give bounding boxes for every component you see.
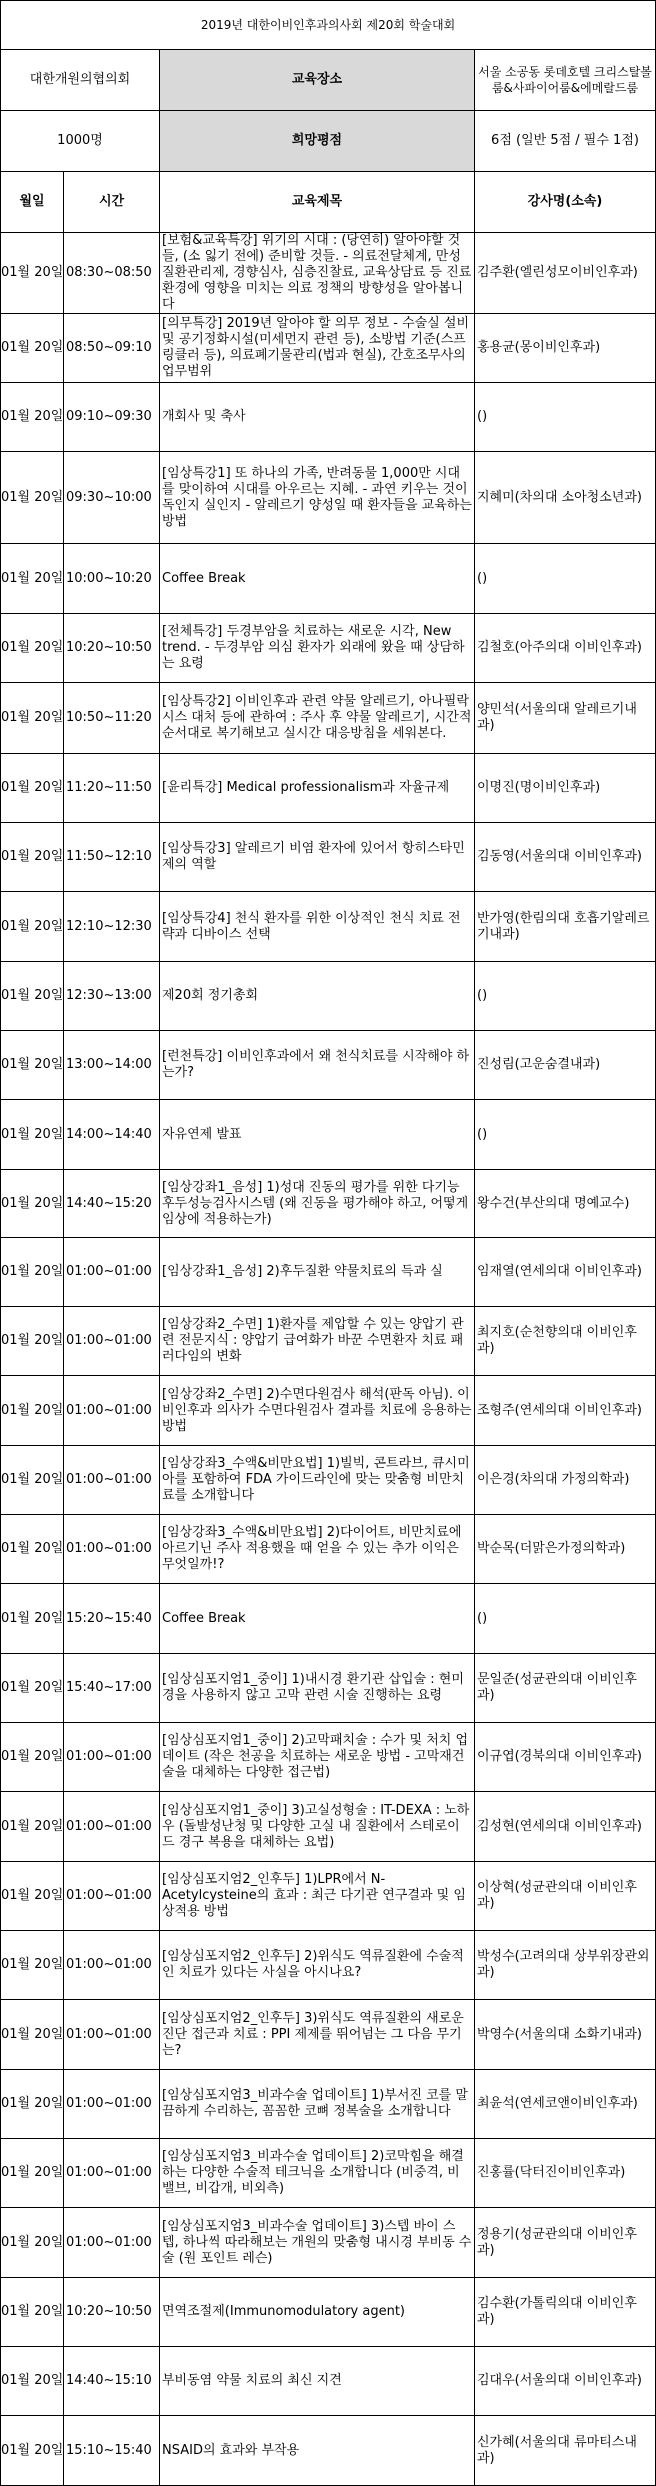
session-date: 01월 20일: [1, 1170, 64, 1238]
session-time: 01:00~01:00: [64, 2000, 160, 2070]
session-date: 01월 20일: [1, 1446, 64, 1515]
session-time: 09:30~10:00: [64, 452, 160, 544]
session-topic: [임상심포지엄1_중이] 3)고실성형술 : IT-DEXA : 노하우 (돌발성난청 및 다양한 고실 내 질환에서 스테로이드 경구 복용을 대체하는 요법): [160, 1792, 475, 1862]
session-date: 01월 20일: [1, 683, 64, 754]
session-speaker: (): [475, 383, 656, 452]
table-row: [1, 1376, 656, 1446]
session-time: 01:00~01:00: [64, 2139, 160, 2208]
header-topic: 교육제목: [160, 172, 475, 233]
session-date: 01월 20일: [1, 1238, 64, 1307]
session-topic: 자유연제 발표: [160, 1100, 475, 1170]
session-topic: 제20회 정기총회: [160, 962, 475, 1031]
session-date: 01월 20일: [1, 1654, 64, 1723]
session-time: 11:20~11:50: [64, 754, 160, 823]
session-topic: [임상심포지엄2_인후두] 1)LPR에서 N-Acetylcysteine의 효과 : 최근 다기관 연구결과 및 임상적용 방법: [160, 1862, 475, 1931]
session-time: 10:50~11:20: [64, 683, 160, 754]
header-date: 월일: [1, 172, 64, 233]
session-time: 15:20~15:40: [64, 1584, 160, 1654]
session-time: 14:00~14:40: [64, 1100, 160, 1170]
session-speaker: 박영수(서울의대 소화기내과): [475, 2000, 656, 2070]
attendance: 1000명: [1, 111, 160, 172]
venue-value: 서울 소공동 롯데호텔 크리스탈볼룸&사파이어룸&에메랄드룸: [475, 50, 656, 111]
session-time: 12:30~13:00: [64, 962, 160, 1031]
session-time: 13:00~14:00: [64, 1031, 160, 1100]
session-date: 01월 20일: [1, 544, 64, 614]
session-topic: [의무특강] 2019년 알아야 할 의무 정보 - 수술실 설비 및 공기정화시설(미세먼지 관련 등), 소방법 기준(스프링클러 등), 의료폐기물관리(법과 현실), 간호조무사의 업무범위: [160, 314, 475, 383]
session-date: 01월 20일: [1, 1307, 64, 1376]
table-row: [1, 1723, 656, 1792]
session-time: 10:20~10:50: [64, 614, 160, 683]
session-time: 10:20~10:50: [64, 2278, 160, 2347]
session-time: 08:50~09:10: [64, 314, 160, 383]
header-speaker: 강사명(소속): [475, 172, 656, 233]
table-row: [1, 1170, 656, 1238]
table-row: [1, 1792, 656, 1862]
session-time: 08:30~08:50: [64, 233, 160, 314]
session-time: 01:00~01:00: [64, 1307, 160, 1376]
session-topic: [임상심포지엄3_비과수술 업데이트] 1)부서진 코를 말끔하게 수리하는, 꼼꼼한 코뼈 정복술을 소개합니다: [160, 2070, 475, 2139]
session-speaker: 김주환(엘린성모이비인후과): [475, 233, 656, 314]
session-time: 01:00~01:00: [64, 1515, 160, 1584]
session-speaker: 김수환(가톨릭의대 이비인후과): [475, 2278, 656, 2347]
session-topic: [임상특강2] 이비인후과 관련 약물 알레르기, 아나필락시스 대처 등에 관하여 : 주사 후 약물 알레르기, 시간적 순서대로 복기해보고 실시간 대응방침을 세워본다.: [160, 683, 475, 754]
session-date: 01월 20일: [1, 754, 64, 823]
session-date: 01월 20일: [1, 1723, 64, 1792]
session-speaker: 양민석(서울의대 알레르기내과): [475, 683, 656, 754]
session-time: 01:00~01:00: [64, 1862, 160, 1931]
session-time: 01:00~01:00: [64, 2208, 160, 2278]
table-row: [1, 1100, 656, 1170]
table-row: [1, 452, 656, 544]
session-date: 01월 20일: [1, 962, 64, 1031]
session-speaker: 왕수건(부산의대 명예교수): [475, 1170, 656, 1238]
session-date: 01월 20일: [1, 823, 64, 892]
session-date: 01월 20일: [1, 452, 64, 544]
session-speaker: 김성현(연세의대 이비인후과): [475, 1792, 656, 1862]
table-row: [1, 1654, 656, 1723]
venue-label: 교육장소: [160, 50, 475, 111]
session-topic: [전체특강] 두경부암을 치료하는 새로운 시각, New trend. - 두경부암 의심 환자가 외래에 왔을 때 상담하는 요령: [160, 614, 475, 683]
title-row: [1, 1, 656, 50]
session-time: 09:10~09:30: [64, 383, 160, 452]
session-topic: [임상특강3] 알레르기 비염 환자에 있어서 항히스타민제의 역할: [160, 823, 475, 892]
table-row: [1, 1862, 656, 1931]
session-speaker: 진성림(고운숨결내과): [475, 1031, 656, 1100]
session-date: 01월 20일: [1, 1584, 64, 1654]
session-date: 01월 20일: [1, 1515, 64, 1584]
session-speaker: 이은경(차의대 가정의학과): [475, 1446, 656, 1515]
session-topic: [임상심포지엄3_비과수술 업데이트] 2)코막힘을 해결하는 다양한 수술적 테크닉을 소개합니다 (비중격, 비밸브, 비갑개, 비외측): [160, 2139, 475, 2208]
session-speaker: 반가영(한림의대 호흡기알레르기내과): [475, 892, 656, 962]
session-date: 01월 20일: [1, 1100, 64, 1170]
session-topic: [임상심포지엄1_중이] 2)고막패치술 : 수가 및 처치 업데이트 (작은 천공을 치료하는 새로운 방법 - 고막재건술을 대체하는 다양한 접근법): [160, 1723, 475, 1792]
session-date: 01월 20일: [1, 1376, 64, 1446]
session-date: 01월 20일: [1, 2139, 64, 2208]
session-topic: [윤리특강] Medical professionalism과 자율규제: [160, 754, 475, 823]
session-speaker: 신가혜(서울의대 류마티스내과): [475, 2416, 656, 2486]
credit-row: [1, 111, 656, 172]
table-row: [1, 544, 656, 614]
session-speaker: 임재열(연세의대 이비인후과): [475, 1238, 656, 1307]
session-topic: 개회사 및 축사: [160, 383, 475, 452]
session-speaker: 진홍률(닥터진이비인후과): [475, 2139, 656, 2208]
session-time: 15:10~15:40: [64, 2416, 160, 2486]
table-row: [1, 2070, 656, 2139]
session-date: 01월 20일: [1, 1031, 64, 1100]
page-title: 2019년 대한이비인후과의사회 제20회 학술대회: [1, 1, 656, 50]
session-topic: [임상심포지엄2_인후두] 3)위식도 역류질환의 새로운 진단 접근과 치료 : PPI 제제를 뛰어넘는 그 다음 무기는?: [160, 2000, 475, 2070]
session-topic: [보험&교육특강] 위기의 시대 : (당연히) 알아야할 것들, (소 잃기 전에) 준비할 것들. - 의료전달체계, 만성질환관리제, 경향심사, 심층진찰료, 교육상담료 등 진료 환경에 영향을 미치는 의료 정책의 방향성을 알아봅니다: [160, 233, 475, 314]
session-time: 01:00~01:00: [64, 1376, 160, 1446]
table-row: [1, 2347, 656, 2416]
session-date: 01월 20일: [1, 2416, 64, 2486]
session-time: 12:10~12:30: [64, 892, 160, 962]
session-date: 01월 20일: [1, 2278, 64, 2347]
session-speaker: 이명진(명이비인후과): [475, 754, 656, 823]
session-topic: 부비동염 약물 치료의 최신 지견: [160, 2347, 475, 2416]
table-row: [1, 683, 656, 754]
session-speaker: 조형주(연세의대 이비인후과): [475, 1376, 656, 1446]
session-topic: [임상강좌2_수면] 2)수면다원검사 해석(판독 아님). 이비인후과 의사가 수면다원검사 결과를 치료에 응용하는 방법: [160, 1376, 475, 1446]
session-topic: [임상특강1] 또 하나의 가족, 반려동물 1,000만 시대를 맞이하여 시대를 아우르는 지혜. - 과연 키우는 것이 독인지 실인지 - 알레르기 양성일 때 환자들을 교육하는 방법: [160, 452, 475, 544]
session-topic: [임상특강4] 천식 환자를 위한 이상적인 천식 치료 전략과 디바이스 선택: [160, 892, 475, 962]
organizer: 대한개원의협의회: [1, 50, 160, 111]
table-row: [1, 614, 656, 683]
session-time: 10:00~10:20: [64, 544, 160, 614]
session-time: 01:00~01:00: [64, 1238, 160, 1307]
session-speaker: 문일준(성균관의대 이비인후과): [475, 1654, 656, 1723]
session-date: 01월 20일: [1, 1792, 64, 1862]
session-time: 01:00~01:00: [64, 1446, 160, 1515]
session-speaker: 최윤석(연세코앤이비인후과): [475, 2070, 656, 2139]
session-speaker: 박순목(더맑은가정의학과): [475, 1515, 656, 1584]
table-row: [1, 233, 656, 314]
session-time: 14:40~15:10: [64, 2347, 160, 2416]
session-speaker: 홍용균(몽이비인후과): [475, 314, 656, 383]
table-row: [1, 2000, 656, 2070]
session-topic: [임상심포지엄1_중이] 1)내시경 환기관 삽입술 : 현미경을 사용하지 않고 고막 관련 시술 진행하는 요령: [160, 1654, 475, 1723]
session-date: 01월 20일: [1, 2208, 64, 2278]
session-speaker: (): [475, 1584, 656, 1654]
table-row: [1, 962, 656, 1031]
session-time: 01:00~01:00: [64, 1792, 160, 1862]
session-date: 01월 20일: [1, 383, 64, 452]
session-date: 01월 20일: [1, 614, 64, 683]
session-date: 01월 20일: [1, 1931, 64, 2000]
credit-label: 희망평점: [160, 111, 475, 172]
table-header-row: [1, 172, 656, 233]
table-row: [1, 1584, 656, 1654]
session-speaker: 김철호(아주의대 이비인후과): [475, 614, 656, 683]
session-speaker: 이상혁(성균관의대 이비인후과): [475, 1862, 656, 1931]
table-row: [1, 754, 656, 823]
session-date: 01월 20일: [1, 2000, 64, 2070]
session-date: 01월 20일: [1, 233, 64, 314]
header-time: 시간: [64, 172, 160, 233]
session-date: 01월 20일: [1, 2347, 64, 2416]
session-speaker: 김동영(서울의대 이비인후과): [475, 823, 656, 892]
venue-row: [1, 50, 656, 111]
session-speaker: (): [475, 1100, 656, 1170]
session-topic: [임상강좌1_음성] 1)성대 진동의 평가를 위한 다기능 후두성능검사시스템 (왜 진동을 평가해야 하고, 어떻게 임상에 적용하는가): [160, 1170, 475, 1238]
session-topic: [런천특강] 이비인후과에서 왜 천식치료를 시작해야 하는가?: [160, 1031, 475, 1100]
session-time: 11:50~12:10: [64, 823, 160, 892]
session-time: 01:00~01:00: [64, 1931, 160, 2000]
table-row: [1, 2208, 656, 2278]
session-speaker: 이규엽(경북의대 이비인후과): [475, 1723, 656, 1792]
session-time: 15:40~17:00: [64, 1654, 160, 1723]
session-speaker: 박성수(고려의대 상부위장관외과): [475, 1931, 656, 2000]
session-speaker: 지혜미(차의대 소아청소년과): [475, 452, 656, 544]
table-row: [1, 1238, 656, 1307]
table-row: [1, 1307, 656, 1376]
table-row: [1, 2278, 656, 2347]
session-topic: 면역조절제(Immunomodulatory agent): [160, 2278, 475, 2347]
table-row: [1, 1031, 656, 1100]
session-topic: [임상강좌2_수면] 1)환자를 제압할 수 있는 양압기 관련 전문지식 : 양압기 급여화가 바꾼 수면환자 치료 패러다임의 변화: [160, 1307, 475, 1376]
session-topic: [임상강좌3_수액&비만요법] 2)다이어트, 비만치료에 아르기닌 주사 적용했을 때 얻을 수 있는 추가 이익은 무엇일까!?: [160, 1515, 475, 1584]
session-date: 01월 20일: [1, 1862, 64, 1931]
credit-value: 6점 (일반 5점 / 필수 1점): [475, 111, 656, 172]
session-date: 01월 20일: [1, 314, 64, 383]
table-row: [1, 314, 656, 383]
session-topic: [임상강좌3_수액&비만요법] 1)빌빅, 콘트라브, 큐시미아를 포함하여 FDA 가이드라인에 맞는 맞춤형 비만치료를 소개합니다: [160, 1446, 475, 1515]
session-time: 01:00~01:00: [64, 1723, 160, 1792]
session-speaker: 정용기(성균관의대 이비인후과): [475, 2208, 656, 2278]
session-date: 01월 20일: [1, 892, 64, 962]
session-speaker: 최지호(순천향의대 이비인후과): [475, 1307, 656, 1376]
table-row: [1, 823, 656, 892]
session-time: 01:00~01:00: [64, 2070, 160, 2139]
table-row: [1, 2416, 656, 2486]
table-row: [1, 892, 656, 962]
session-topic: [임상심포지엄3_비과수술 업데이트] 3)스텝 바이 스텝, 하나씩 따라해보는 개원의 맞춤형 내시경 부비동 수술 (원 포인트 레슨): [160, 2208, 475, 2278]
session-topic: NSAID의 효과와 부작용: [160, 2416, 475, 2486]
session-topic: [임상심포지엄2_인후두] 2)위식도 역류질환에 수술적인 치료가 있다는 사실을 아시나요?: [160, 1931, 475, 2000]
session-speaker: 김대우(서울의대 이비인후과): [475, 2347, 656, 2416]
table-row: [1, 1515, 656, 1584]
session-topic: Coffee Break: [160, 1584, 475, 1654]
table-row: [1, 1931, 656, 2000]
table-row: [1, 383, 656, 452]
session-date: 01월 20일: [1, 2070, 64, 2139]
session-time: 14:40~15:20: [64, 1170, 160, 1238]
session-speaker: (): [475, 544, 656, 614]
session-topic: [임상강좌1_음성] 2)후두질환 약물치료의 득과 실: [160, 1238, 475, 1307]
session-speaker: (): [475, 962, 656, 1031]
table-row: [1, 1446, 656, 1515]
session-topic: Coffee Break: [160, 544, 475, 614]
table-row: [1, 2139, 656, 2208]
